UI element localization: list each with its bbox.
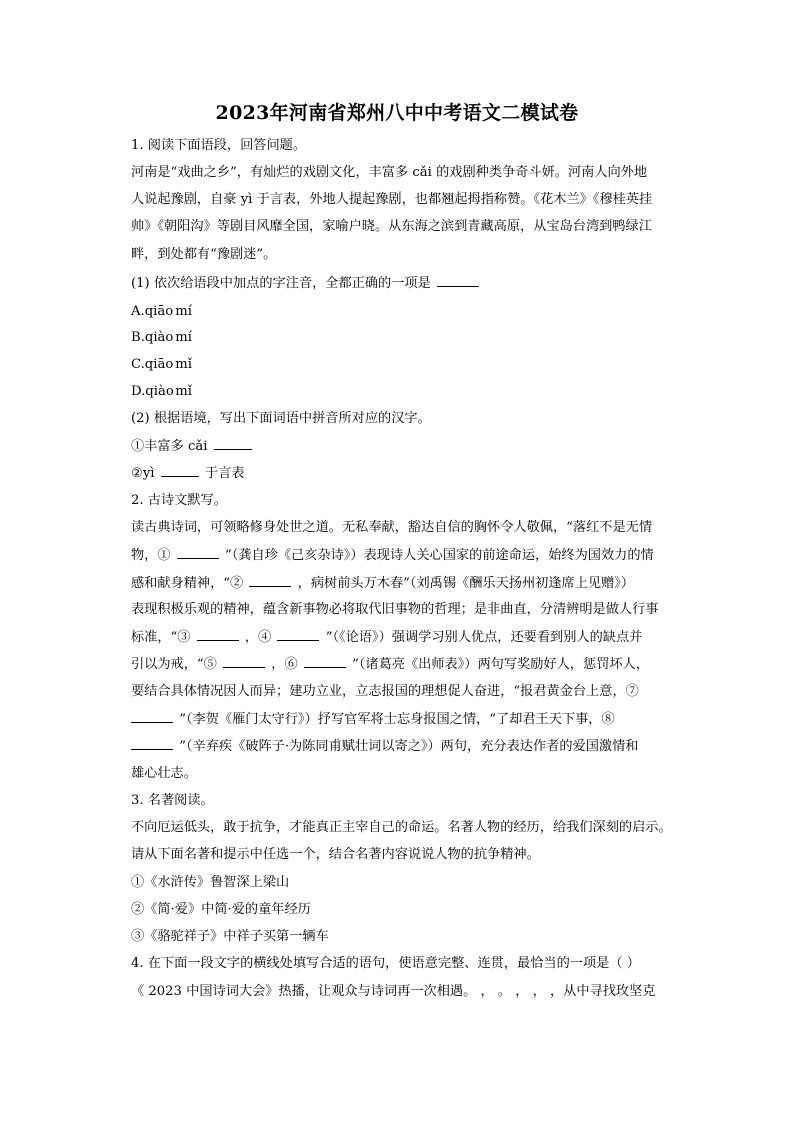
answer-blank[interactable] [249,574,291,587]
q2-line-2 [131,546,654,565]
q2-heading: 2. 古诗文默写。 [131,493,227,508]
q2-line-6-c: ”（诸葛亮《出师表》）两句写奖励好人，惩罚坏人， [352,657,649,672]
option-c-pinyin-2: mǐ [175,357,192,372]
q2-line-8-text: ”（李贺《雁门太守行》）抒写官军将士忘身报国之情，“了却君王天下事，⑧ [179,712,615,727]
answer-blank[interactable] [177,546,219,559]
option-d-pinyin-1: D.qiào [131,384,174,399]
answer-blank[interactable] [277,628,319,641]
page-title: 2023年河南省郑州八中中考语文二模试卷 [215,102,579,124]
q2-line-3-b: ，病树前头万木春”（刘禹锡《酬乐天扬州初逢席上见赠》） [297,576,635,591]
q1-fill-1 [131,437,254,456]
q2-line-5-a: 标准，“③ [131,630,191,645]
option-a[interactable] [131,303,192,321]
q3-line-1: 不向厄运低头，敢于抗争，才能真正主宰自己的命运。名著人物的经历，给我们深刻的启示。 [131,820,672,835]
answer-blank[interactable] [223,655,265,668]
q1-heading: 1. 阅读下面语段，回答问题。 [131,138,307,153]
q3-line-2: 请从下面名著和提示中任选一个，结合名著内容说说人物的抗争精神。 [131,847,540,862]
q3-item-2: ②《简·爱》中简·爱的童年经历 [131,902,311,917]
q2-line-3-a: 感和献身精神，“② [131,576,244,591]
q1-para-line-1: 河南是“戏曲之乡”，有灿烂的戏剧文化，丰富多 cǎi 的戏剧种类争奇斗妍。河南人向外地 [131,165,648,180]
q2-line-2-a: 物，① [131,548,171,563]
q1-fill-1-text: ①丰富多 cǎi [131,439,208,454]
q3-item-3: ③《骆驼祥子》中祥子买第一辆车 [131,929,329,944]
q1-fill-2-text-a: ②yì [131,466,155,481]
answer-blank[interactable] [304,655,346,668]
answer-blank[interactable] [161,464,199,477]
option-b-pinyin-2: mí [175,330,192,345]
answer-blank[interactable] [437,274,479,287]
option-d-pinyin-2: mǐ [175,384,192,399]
answer-blank[interactable] [214,437,252,450]
q2-line-5-b: ，④ [244,630,272,645]
q1-fill-2 [131,464,244,483]
option-c-pinyin-1: C.qiāo [131,357,174,372]
option-b[interactable] [131,329,192,347]
q2-line-2-b: ”（龚自珍《己亥杂诗》）表现诗人关心国家的前途命运，始终为国效力的情 [224,548,654,563]
q2-line-9 [131,737,639,756]
q2-line-3 [131,574,634,593]
q1-sub2: (2) 根据语境，写出下面词语中拼音所对应的汉字。 [131,411,431,426]
q3-item-1: ①《水浒传》鲁智深上梁山 [131,875,290,890]
q2-line-5-c: ”（《论语》）强调学习别人优点，还要看到别人的缺点并 [325,630,643,645]
q2-line-9-text: ”（辛弃疾《破阵子·为陈同甫赋壮词以寄之》）两句，充分表达作者的爱国激情和 [179,739,639,754]
q2-line-1: 读古典诗词，可领略修身处世之道。无私奉献，豁达自信的胸怀令人敬佩，“落红不是无情 [131,520,653,535]
answer-blank[interactable] [197,628,239,641]
option-c[interactable] [131,356,192,374]
q4-line-1: 《 2023 中国诗词大会》热播，让观众与诗词再一次相遇。 ， 。 ， ， ，从中寻找玫坚克 [131,984,656,999]
q2-line-7: 要结合具体情况因人而异；建功立业，立志报国的理想促人奋进，“报君黄金台上意，⑦ [131,684,639,699]
q1-para-line-2: 人说起豫剧，自豪 yì 于言表，外地人提起豫剧，也都翘起拇指称赞。《花木兰》《穆桂英挂 [131,192,653,207]
q1-para-line-4: 畔，到处都有“豫剧迷”。 [131,247,277,262]
q2-line-5 [131,628,642,647]
q1-sub1-text: (1) 依次给语段中加点的字注音，全都正确的一项是 [131,276,431,291]
option-a-pinyin-2: mí [175,304,192,319]
q1-para-line-3: 帅》《朝阳沟》等剧目风靡全国，家喻户晓。从东海之滨到青藏高原，从宝岛台湾到鸭绿江 [131,219,652,234]
q2-line-6-a: 引以为戒，“⑤ [131,657,217,672]
q1-sub1 [131,274,481,293]
q2-line-8 [131,710,615,729]
q2-line-4: 表现积极乐观的精神，蕴含新事物必将取代旧事物的哲理；是非曲直，分清辨明是做人行事 [131,602,659,617]
q2-line-10: 雄心壮志。 [131,766,197,781]
q2-line-6 [131,655,649,674]
answer-blank[interactable] [131,737,173,750]
q4-heading: 4. 在下面一段文字的横线处填写合适的语句，使语意完整、连贯，最恰当的一项是（ ） [131,956,640,971]
q1-fill-2-text-b: 于言表 [204,466,245,481]
option-b-pinyin-1: B.qiào [131,330,174,345]
answer-blank[interactable] [131,710,173,723]
q2-line-6-b: ，⑥ [271,657,298,672]
option-d[interactable] [131,383,192,401]
q3-heading: 3. 名著阅读。 [131,793,214,808]
option-a-pinyin-1: A.qiāo [131,304,174,319]
